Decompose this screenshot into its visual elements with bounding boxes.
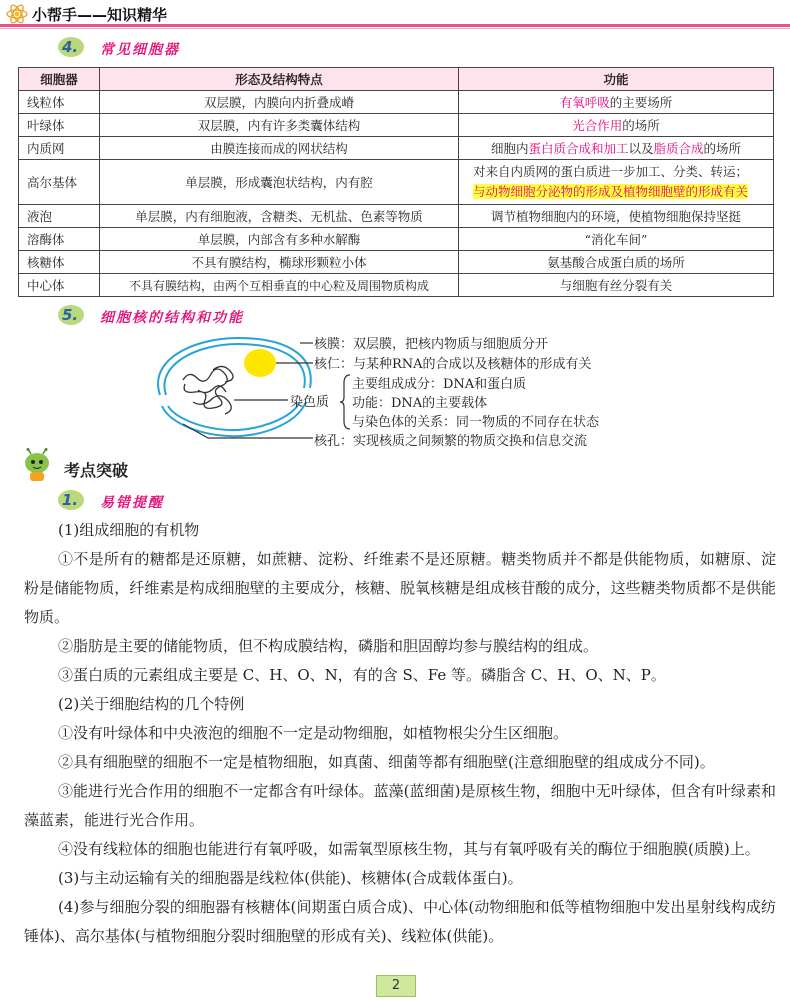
organelle-structure: 双层膜，内膜向内折叠成嵴: [100, 91, 459, 114]
error-notes-body: [24, 516, 776, 951]
paragraph: (3)与主动运输有关的细胞器是线粒体(供能)、核糖体(合成载体蛋白)。: [58, 869, 523, 887]
table-row: [19, 205, 774, 228]
function-text: 以及: [628, 141, 654, 156]
section-5-title: 细胞核的结构和功能: [100, 310, 244, 326]
organelle-structure: 单层膜，内部含有多种水解酶: [100, 228, 459, 251]
chromatin-composition: 主要组成成分：DNA和蛋白质: [352, 377, 527, 392]
function-text: 的主要场所: [609, 95, 673, 110]
chromatin-relation: 与染色体的关系：同一物质的不同存在状态: [352, 415, 600, 430]
function-text: 的场所: [622, 118, 660, 133]
header-divider: [0, 24, 790, 27]
paragraph: ①没有叶绿体和中央液泡的细胞不一定是动物细胞，如植物根尖分生区细胞。: [58, 724, 569, 742]
organelle-name: 中心体: [19, 274, 100, 297]
nucleolus-label: 核仁：与某种RNA的合成以及核糖体的形成有关: [314, 357, 592, 372]
table-header-row: [19, 68, 774, 91]
organelle-structure: 不具有膜结构，由两个互相垂直的中心粒及周围物质构成: [100, 274, 459, 297]
paragraph: ②脂肪是主要的储能物质，但不构成膜结构，磷脂和胆固醇均参与膜结构的组成。: [58, 637, 599, 655]
organelle-name: 叶绿体: [19, 114, 100, 137]
section-4-title: 常见细胞器: [100, 42, 180, 58]
organelle-function: [459, 160, 774, 205]
highlight-text: 蛋白质合成和加工: [528, 141, 629, 156]
highlight-text: 与动物细胞分泌物的形成及植物细胞壁的形成有关: [473, 184, 749, 199]
table-row: [19, 160, 774, 205]
paragraph: ②具有细胞壁的细胞不一定是植物细胞，如真菌、细菌等都有细胞壁(注意细胞壁的组成成分不同)。: [58, 753, 715, 771]
organelle-structure: 单层膜，形成囊泡状结构，内有腔: [100, 160, 459, 205]
table-row: [19, 91, 774, 114]
organelle-structure: 不具有膜结构，椭球形颗粒小体: [100, 251, 459, 274]
section-5-number: 5.: [62, 306, 78, 324]
page-header: [0, 0, 790, 26]
nuclear-pore-label: 核孔：实现核质之间频繁的物质交换和信息交流: [314, 434, 588, 449]
mascot-icon: [20, 448, 54, 482]
organelle-function: 与细胞有丝分裂有关: [459, 274, 774, 297]
organelle-name: 内质网: [19, 137, 100, 160]
nucleus-diagram: [138, 320, 328, 450]
organelle-table: [18, 67, 774, 297]
function-text: 细胞内: [490, 141, 529, 156]
organelle-function: [459, 114, 774, 137]
section-1-title: 易错提醒: [100, 495, 164, 511]
organelle-function: “消化车间”: [459, 228, 774, 251]
header-title: 小帮手——知识精华: [32, 6, 168, 24]
organelle-name: 核糖体: [19, 251, 100, 274]
organelle-name: 液泡: [19, 205, 100, 228]
paragraph: (1)组成细胞的有机物: [58, 521, 200, 539]
chromatin-function: 功能：DNA的主要载体: [352, 396, 488, 411]
kaodian-title: 考点突破: [64, 461, 129, 480]
table-row: [19, 251, 774, 274]
highlight-text: 脂质合成: [653, 141, 704, 156]
atom-logo-icon: [6, 3, 28, 25]
organelle-function: 氨基酸合成蛋白质的场所: [459, 251, 774, 274]
organelle-structure: 双层膜，内有许多类囊体结构: [100, 114, 459, 137]
paragraph: ③能进行光合作用的细胞不一定都含有叶绿体。蓝藻(蓝细菌)是原核生物，细胞中无叶绿体，但含有叶绿素和藻蓝素，能进行光合作用。: [24, 782, 776, 829]
header-divider-thin: [0, 28, 790, 29]
nuclear-membrane-label: 核膜：双层膜，把核内物质与细胞质分开: [314, 337, 549, 352]
table-row: [19, 274, 774, 297]
organelle-structure: 由膜连接而成的网状结构: [100, 137, 459, 160]
page-number: 2: [376, 975, 416, 997]
paragraph: ①不是所有的糖都是还原糖，如蔗糖、淀粉、纤维素不是还原糖。糖类物质并不都是供能物质，如糖原、淀粉是储能物质，纤维素是构成细胞壁的主要成分，核糖、脱氧核糖是组成核苷酸的成分，这些糖类物质都不是供能物质。: [24, 550, 776, 626]
table-header-cell: 功能: [459, 68, 774, 91]
organelle-name: 线粒体: [19, 91, 100, 114]
table-header-cell: 细胞器: [19, 68, 100, 91]
chromatin-label: 染色质: [290, 395, 330, 410]
paragraph: (2)关于细胞结构的几个特例: [58, 695, 245, 713]
table-row: [19, 137, 774, 160]
table-header-cell: 形态及结构特点: [100, 68, 459, 91]
highlight-text: 有氧呼吸: [559, 95, 610, 110]
organelle-name: 溶酶体: [19, 228, 100, 251]
table-row: [19, 114, 774, 137]
table-row: [19, 228, 774, 251]
highlight-text: 光合作用: [572, 118, 623, 133]
paragraph: ④没有线粒体的细胞也能进行有氧呼吸，如需氧型原核生物，其与有氧呼吸有关的酶位于细胞膜(质膜)上。: [58, 840, 760, 858]
function-text: 的场所: [703, 141, 742, 156]
paragraph: ③蛋白质的元素组成主要是 C、H、O、N，有的含 S、Fe 等。磷脂含 C、H、O、N、P。: [58, 666, 666, 684]
organelle-function: 调节植物细胞内的环境，使植物细胞保持坚挺: [459, 205, 774, 228]
chromatin-brace-icon: [340, 373, 352, 431]
organelle-name: 高尔基体: [19, 160, 100, 205]
paragraph: (4)参与细胞分裂的细胞器有核糖体(间期蛋白质合成)、中心体(动物细胞和低等植物细胞中发出星射线构成纺锤体)、高尔基体(与植物细胞分裂时细胞壁的形成有关)、线粒体(供能)。: [24, 898, 776, 945]
organelle-structure: 单层膜，内有细胞液，含糖类、无机盐、色素等物质: [100, 205, 459, 228]
organelle-function: [459, 91, 774, 114]
section-4-number: 4.: [62, 38, 78, 56]
function-text: 对来自内质网的蛋白质进一步加工、分类、转运；: [473, 164, 749, 179]
section-1-number: 1.: [62, 491, 78, 509]
organelle-function: [459, 137, 774, 160]
